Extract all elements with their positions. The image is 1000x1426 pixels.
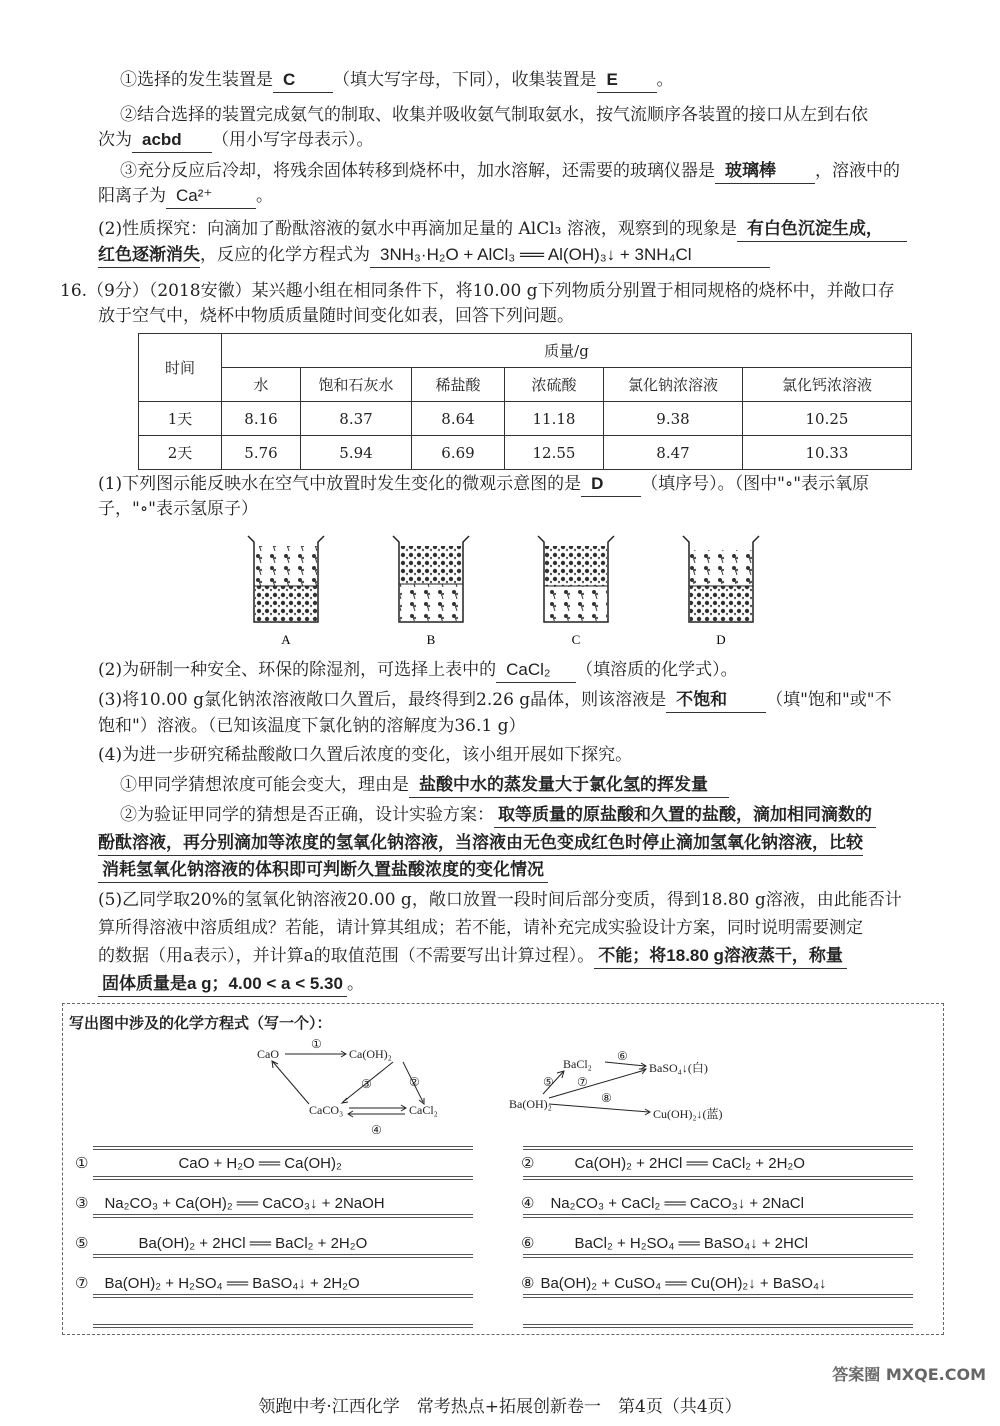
label-5: ⑤ [543, 1075, 554, 1089]
answer-s3: 不饱和 [666, 688, 766, 713]
label-3: ③ [361, 1077, 372, 1091]
q16-s5-line2: 算所得溶液中溶质组成？若能，请计算其组成；若不能，请补充完成实验设计方案，同时说明需要测定 [98, 918, 863, 938]
label-b: B [426, 632, 436, 647]
answer-3: acbd [132, 128, 212, 153]
col-header: 饱和石灰水 [301, 368, 412, 402]
node-cao: CaO [257, 1047, 279, 1061]
node-cacl2: CaCl₂ [409, 1103, 438, 1117]
col-header: 浓硫酸 [505, 368, 604, 402]
q15-line5: 阳离子为 Ca²⁺ 。 [98, 184, 273, 209]
equation-6: ⑥ BaCl₂ + H₂SO₄ ══ BaSO₄↓ + 2HCl [521, 1235, 809, 1252]
node-baso4: BaSO₄↓(白) [649, 1061, 708, 1075]
equation-1: ① CaO + H₂O ══ Ca(OH)₂ [75, 1155, 342, 1172]
q16-s4a: ①甲同学猜想浓度可能会变大，理由是 盐酸中水的蒸发量大于氯化氢的挥发量 [120, 773, 729, 798]
label-c: C [571, 632, 581, 647]
watermark-logo: 答案圈 MXQE.COM [832, 1365, 986, 1384]
cell: 8.64 [412, 402, 505, 436]
label-6: ⑥ [617, 1049, 628, 1063]
equation-4: ④ Na₂CO₃ + CaCl₂ ══ CaCO₃↓ + 2NaCl [521, 1195, 804, 1212]
cell: 8.16 [222, 402, 301, 436]
q16-s5-line3: 的数据（用a表示），并计算a的取值范围（不需要写出计算过程）。 不能；将18.80 g溶液蒸干，称量 [98, 944, 847, 969]
label-a: A [281, 632, 291, 647]
beaker-c [538, 536, 614, 622]
cell: 8.47 [604, 436, 743, 470]
answer-4: 玻璃棒 [715, 159, 815, 184]
row-label: 2天 [139, 436, 222, 470]
page-footer: 领跑中考·江西化学 常考热点+拓展创新卷一 第4页（共4页） [258, 1397, 742, 1417]
label-2: ② [409, 1075, 420, 1089]
beaker-d [683, 536, 759, 622]
q15-line2: ②结合选择的装置完成氨气的制取、收集并吸收氨气制取氨水，按气流顺序各装置的接口从左到右依 [120, 105, 868, 125]
label-4: ④ [371, 1123, 382, 1137]
answer-s5-2: 固体质量是a g；4.00 < a < 5.30 [98, 972, 347, 997]
q16-s1-line1: (1)下列图示能反映水在空气中放置时发生变化的微观示意图的是 D （填序号）。（图中"∘"表示氧原 [98, 472, 869, 497]
cell: 10.33 [743, 436, 912, 470]
equation-3: ③ Na₂CO₃ + Ca(OH)₂ ══ CaCO₃↓ + 2NaOH [75, 1195, 385, 1212]
col-header: 氯化钙浓溶液 [743, 368, 912, 402]
answer-1: C [273, 68, 333, 93]
node-caoh2: Ca(OH)₂ [349, 1047, 392, 1061]
mass-table [138, 333, 912, 470]
answer-s4b-2: 酚酞溶液，再分别滴加等浓度的氢氧化钠溶液，当溶液由无色变成红色时停止滴加氢氧化钠溶液，比较 [98, 831, 863, 856]
box-title: 写出图中涉及的化学方程式（写一个）： [69, 1014, 332, 1032]
table-row [139, 402, 912, 436]
q15-line1: ①选择的发生装置是 C （填大写字母，下同），收集装置是 E 。 [120, 68, 674, 93]
table-row [139, 436, 912, 470]
answer-6: 有白色沉淀生成， [737, 217, 907, 242]
label-7: ⑦ [577, 1075, 588, 1089]
time-header: 时间 [139, 334, 222, 402]
cell: 11.18 [505, 402, 604, 436]
mass-header: 质量/g [222, 334, 912, 368]
equation-2: ② Ca(OH)₂ + 2HCl ══ CaCl₂ + 2H₂O [521, 1155, 805, 1172]
beaker-b [393, 536, 469, 622]
col-header: 氯化钠浓溶液 [604, 368, 743, 402]
q16-s3-line1: (3)将10.00 g氯化钠浓溶液敞口久置后，最终得到2.26 g晶体，则该溶液是 不饱和 （填"饱和"或"不 [98, 688, 892, 713]
q16-s4: (4)为进一步研究稀盐酸敞口久置后浓度的变化，该小组开展如下探究。 [98, 745, 633, 765]
equation-5: ⑤ Ba(OH)₂ + 2HCl ══ BaCl₂ + 2H₂O [75, 1235, 368, 1252]
q15-line6: (2)性质探究：向滴加了酚酞溶液的氨水中再滴加足量的 AlCl₃ 溶液，观察到的现象是 有白色沉淀生成， [98, 217, 907, 242]
node-caco3: CaCO₃ [309, 1103, 344, 1117]
q16-intro1: 16.（9分）（2018安徽）某兴趣小组在相同条件下，将10.00 g下列物质分别置于相同规格的烧杯中，并敞口存 [60, 281, 895, 301]
q16-s2: (2)为研制一种安全、环保的除湿剂，可选择上表中的 CaCl₂ （填溶质的化学式）。 [98, 658, 738, 683]
cell: 5.76 [222, 436, 301, 470]
beaker-a [248, 536, 324, 622]
cell: 6.69 [412, 436, 505, 470]
q16-s5-line4: 固体质量是a g；4.00 < a < 5.30 。 [98, 972, 364, 997]
q16-s5-line1: (5)乙同学取20%的氢氧化钠溶液20.00 g，敞口放置一段时间后部分变质，得到18.80 g溶液，由此能否计 [98, 890, 902, 910]
answer-s4a: 盐酸中水的蒸发量大于氯化氢的挥发量 [409, 773, 729, 798]
cell: 12.55 [505, 436, 604, 470]
node-cuoh2: Cu(OH)₂↓(蓝) [653, 1107, 723, 1121]
answer-s4b-3: 消耗氢氧化钠溶液的体积即可判断久置盐酸浓度的变化情况 [98, 858, 548, 883]
q15-line7: 红色逐渐消失，反应的化学方程式为 3NH₃·H₂O + AlCl₃ ══ Al(OH)₃↓ + 3NH₄Cl [98, 243, 770, 268]
col-header: 水 [222, 368, 301, 402]
answer-s1: D [581, 472, 641, 497]
equation-7: ⑦ Ba(OH)₂ + H₂SO₄ ══ BaSO₄↓ + 2H₂O [75, 1275, 360, 1292]
answer-s4b-1: 取等质量的原盐酸和久置的盐酸，滴加相同滴数的 [494, 803, 876, 828]
beaker-diagrams [240, 528, 760, 654]
cell: 9.38 [604, 402, 743, 436]
answer-s5-1: 不能；将18.80 g溶液蒸干，称量 [594, 944, 847, 969]
label-8: ⑧ [601, 1091, 612, 1105]
node-bacl2: BaCl₂ [563, 1057, 592, 1071]
q15-line3: 次为 acbd （用小写字母表示）。 [98, 128, 374, 153]
q15-line4: ③充分反应后冷却，将残余固体转移到烧杯中，加水溶解，还需要的玻璃仪器是 玻璃棒 ，溶液中的 [120, 159, 900, 184]
q16-s4b-line3 [98, 858, 548, 883]
answer-s2: CaCl₂ [496, 658, 576, 683]
equation-box [62, 1003, 944, 1335]
answer-7: 红色逐渐消失 [98, 243, 200, 268]
q16-s4b-line1: ②为验证甲同学的猜想是否正确，设计实验方案： 取等质量的原盐酸和久置的盐酸，滴加相同滴数的 [120, 803, 876, 828]
answer-5: Ca²⁺ [166, 184, 256, 209]
row-label: 1天 [139, 402, 222, 436]
q16-s4b-line2 [98, 831, 863, 856]
cell: 5.94 [301, 436, 412, 470]
equation-8: ⑧ Ba(OH)₂ + CuSO₄ ══ Cu(OH)₂↓ + BaSO₄↓ [521, 1275, 827, 1292]
node-baoh2: Ba(OH)₂ [509, 1097, 552, 1111]
label-d: D [716, 632, 726, 647]
cell: 10.25 [743, 402, 912, 436]
reaction-diagram [253, 1032, 813, 1144]
answer-8: 3NH₃·H₂O + AlCl₃ ══ Al(OH)₃↓ + 3NH₄Cl [370, 243, 770, 268]
q16-intro2: 放于空气中，烧杯中物质质量随时间变化如表，回答下列问题。 [98, 306, 574, 326]
q16-s3-line2: 饱和"）溶液。（已知该温度下氯化钠的溶解度为36.1 g） [98, 716, 526, 736]
q16-s1-line2: 子，"∘"表示氢原子） [98, 499, 258, 519]
answer-2: E [597, 68, 657, 93]
cell: 8.37 [301, 402, 412, 436]
col-header: 稀盐酸 [412, 368, 505, 402]
label-1: ① [311, 1037, 322, 1051]
